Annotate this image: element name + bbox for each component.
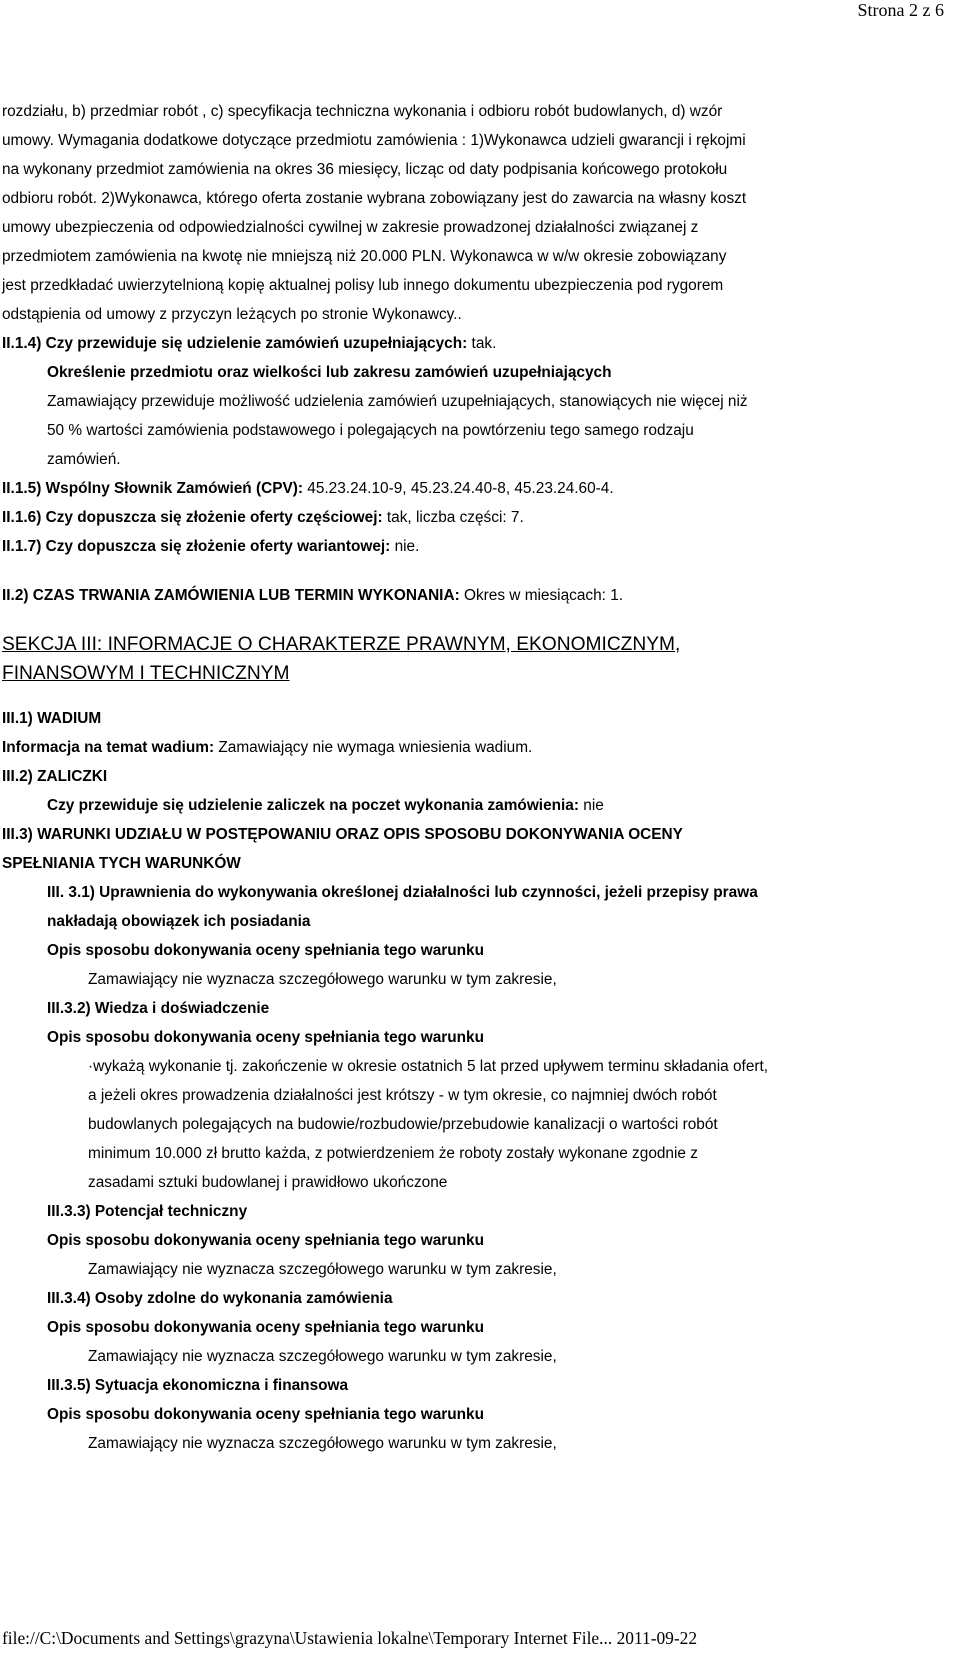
footer-path: file://C:\Documents and Settings\grazyna\Ustawienia lokalne\Temporary Internet File... bbox=[2, 1628, 613, 1648]
text-line: rozdziału, b) przedmiar robót , c) specyfikacja techniczna wykonania i odbioru robót budowlanych, d) wzór bbox=[2, 103, 723, 120]
field-value: nie. bbox=[390, 538, 420, 555]
condition-text: a jeżeli okres prowadzenia działalności jest krótszy - w tym okresie, co najmniej dwóch robót bbox=[88, 1087, 717, 1104]
text-line: Zamawiający przewiduje możliwość udzielenia zamówień uzupełniających, stanowiących nie więcej niż bbox=[47, 393, 748, 410]
field-label: II.2) CZAS TRWANIA ZAMÓWIENIA LUB TERMIN WYKONANIA: bbox=[2, 587, 460, 604]
iii-3-2-heading: III.3.2) Wiedza i doświadczenie bbox=[47, 1000, 270, 1017]
iii-3-1-heading: III. 3.1) Uprawnienia do wykonywania określonej działalności lub czynności, jeżeli przepisy prawa bbox=[47, 884, 758, 901]
field-value: Okres w miesiącach: 1. bbox=[459, 587, 624, 604]
opis-label: Opis sposobu dokonywania oceny spełniania tego warunku bbox=[47, 1406, 485, 1423]
condition-text: Zamawiający nie wyznacza szczegółowego warunku w tym zakresie, bbox=[88, 971, 557, 988]
iii-2-heading: III.2) ZALICZKI bbox=[2, 768, 108, 785]
text-line: zamówień. bbox=[47, 451, 121, 468]
field-zaliczki bbox=[2, 791, 952, 820]
iii-3-heading: III.3) WARUNKI UDZIAŁU W POSTĘPOWANIU ORAZ OPIS SPOSOBU DOKONYWANIA OCENY bbox=[2, 826, 683, 843]
document-body bbox=[2, 97, 952, 1458]
section-title-line: FINANSOWYM I TECHNICZNYM bbox=[2, 663, 290, 684]
footer-date: 2011-09-22 bbox=[616, 1628, 698, 1648]
iii-3-1-heading: nakładają obowiązek ich posiadania bbox=[47, 913, 311, 930]
text-line: umowy ubezpieczenia od odpowiedzialności cywilnej w zakresie prowadzonej działalności związanej z bbox=[2, 219, 699, 236]
text-line: umowy. Wymagania dodatkowe dotyczące przedmiotu zamówienia : 1)Wykonawca udzieli gwarancji i rękojmi bbox=[2, 132, 746, 149]
iii-3-4-heading: III.3.4) Osoby zdolne do wykonania zamówienia bbox=[47, 1290, 393, 1307]
text-line: przedmiotem zamówienia na kwotę nie mniejszą niż 20.000 PLN. Wykonawca w w/w okresie zobowiązany bbox=[2, 248, 727, 265]
text-line: odbioru robót. 2)Wykonawca, którego oferta zostanie wybrana zobowiązany jest do zawarcia na własny koszt bbox=[2, 190, 747, 207]
condition-text: Zamawiający nie wyznacza szczegółowego warunku w tym zakresie, bbox=[88, 1261, 557, 1278]
field-label: II.1.4) Czy przewiduje się udzielenie zamówień uzupełniających: bbox=[2, 335, 468, 352]
spacer bbox=[2, 688, 952, 704]
section-3-title bbox=[2, 630, 952, 688]
condition-text: Zamawiający nie wyznacza szczegółowego warunku w tym zakresie, bbox=[88, 1435, 557, 1452]
condition-text: minimum 10.000 zł brutto każda, z potwierdzeniem że roboty zostały wykonane zgodnie z bbox=[88, 1145, 698, 1162]
page-number: Strona 2 z 6 bbox=[857, 0, 944, 20]
iii-3-heading: SPEŁNIANIA TYCH WARUNKÓW bbox=[2, 855, 241, 872]
field-value: nie bbox=[579, 797, 604, 814]
text-line: 50 % wartości zamówienia podstawowego i polegających na powtórzeniu tego samego rodzaju bbox=[47, 422, 694, 439]
field-value: 45.23.24.10-9, 45.23.24.40-8, 45.23.24.60-4. bbox=[303, 480, 614, 497]
condition-text: ·wykażą wykonanie tj. zakończenie w okresie ostatnich 5 lat przed upływem terminu składania ofert, bbox=[88, 1058, 769, 1075]
text-line: odstąpienia od umowy z przyczyn leżących po stronie Wykonawcy.. bbox=[2, 306, 462, 323]
text-line: jest przedkładać uwierzytelnioną kopię aktualnej polisy lub innego dokumentu ubezpieczenia pod rygorem bbox=[2, 277, 724, 294]
field-label: Czy przewiduje się udzielenie zaliczek na poczet wykonania zamówienia: bbox=[47, 797, 579, 814]
field-wadium bbox=[2, 733, 952, 762]
condition-text: zasadami sztuki budowlanej i prawidłowo ukończone bbox=[88, 1174, 448, 1191]
field-ii-1-7 bbox=[2, 532, 952, 561]
field-ii-1-5 bbox=[2, 474, 952, 503]
field-value: Zamawiający nie wymaga wniesienia wadium. bbox=[214, 739, 533, 756]
field-ii-2 bbox=[2, 581, 952, 610]
field-ii-1-6 bbox=[2, 503, 952, 532]
page-footer bbox=[2, 1628, 697, 1649]
field-value: tak. bbox=[467, 335, 497, 352]
field-label: II.1.6) Czy dopuszcza się złożenie oferty częściowej: bbox=[2, 509, 383, 526]
spacer bbox=[2, 561, 952, 581]
supplementary-heading: Określenie przedmiotu oraz wielkości lub zakresu zamówień uzupełniających bbox=[47, 364, 612, 381]
iii-3-3-heading: III.3.3) Potencjał techniczny bbox=[47, 1203, 248, 1220]
intro-paragraph bbox=[2, 97, 952, 329]
iii-3-5-heading: III.3.5) Sytuacja ekonomiczna i finansowa bbox=[47, 1377, 349, 1394]
field-label: II.1.7) Czy dopuszcza się złożenie oferty wariantowej: bbox=[2, 538, 391, 555]
iii-1-heading: III.1) WADIUM bbox=[2, 710, 102, 727]
opis-label: Opis sposobu dokonywania oceny spełniania tego warunku bbox=[47, 1029, 485, 1046]
opis-label: Opis sposobu dokonywania oceny spełniania tego warunku bbox=[47, 1319, 485, 1336]
condition-text: budowlanych polegających na budowie/rozbudowie/przebudowie kanalizacji o wartości robót bbox=[88, 1116, 718, 1133]
opis-label: Opis sposobu dokonywania oceny spełniania tego warunku bbox=[47, 942, 485, 959]
condition-text: Zamawiający nie wyznacza szczegółowego warunku w tym zakresie, bbox=[88, 1348, 557, 1365]
field-value: tak, liczba części: 7. bbox=[382, 509, 524, 526]
opis-label: Opis sposobu dokonywania oceny spełniania tego warunku bbox=[47, 1232, 485, 1249]
section-title-line: SEKCJA III: INFORMACJE O CHARAKTERZE PRAWNYM, EKONOMICZNYM, bbox=[2, 634, 681, 655]
field-ii-1-4 bbox=[2, 329, 952, 358]
field-label: II.1.5) Wspólny Słownik Zamówień (CPV): bbox=[2, 480, 304, 497]
field-label: Informacja na temat wadium: bbox=[2, 739, 215, 756]
spacer bbox=[2, 610, 952, 630]
text-line: na wykonany przedmiot zamówienia na okres 36 miesięcy, licząc od daty podpisania końcowego protokołu bbox=[2, 161, 728, 178]
